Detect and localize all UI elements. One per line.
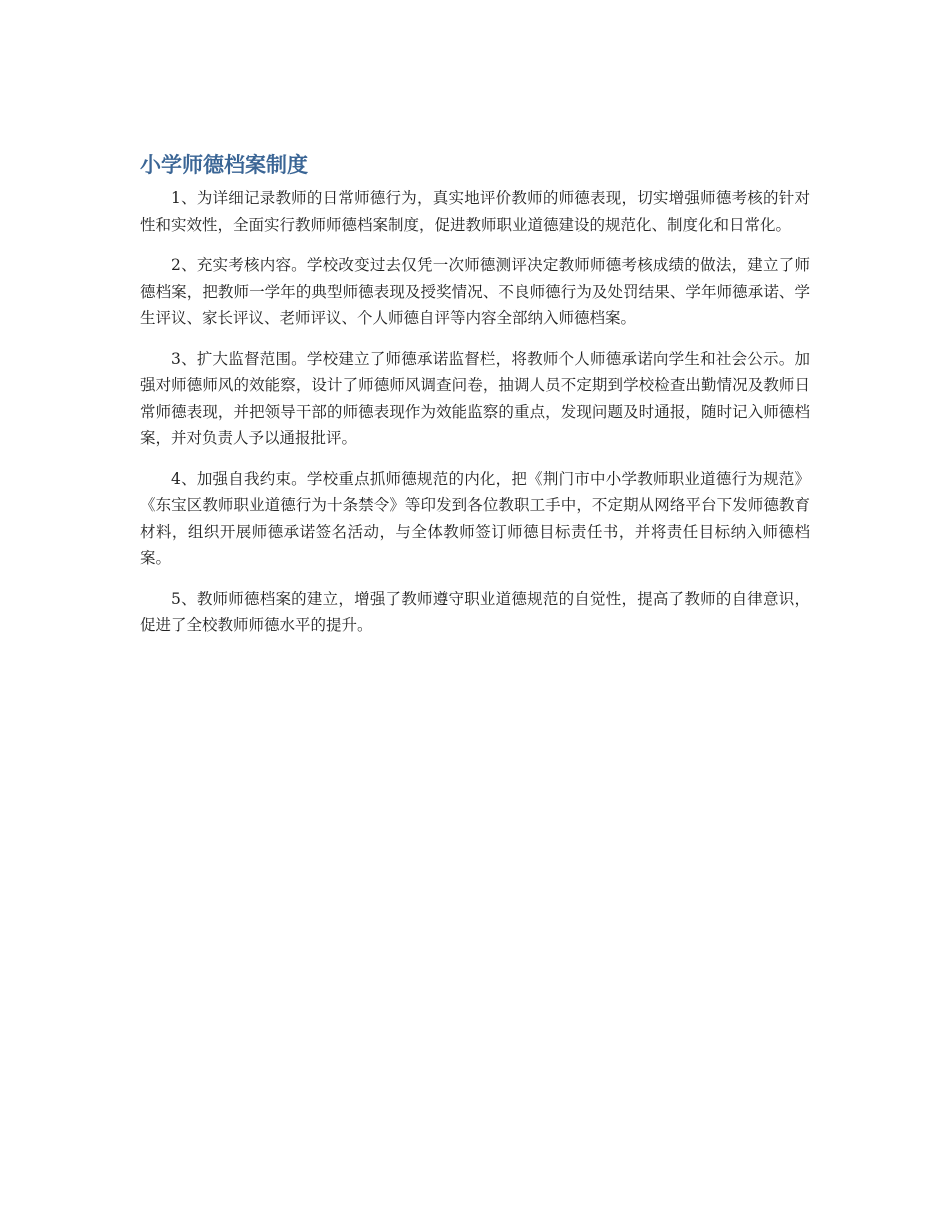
paragraph-1: 1、为详细记录教师的日常师德行为，真实地评价教师的师德表现，切实增强师德考核的针对性和实效性，全面实行教师师德档案制度，促进教师职业道德建设的规范化、制度化和日常化。 bbox=[140, 189, 810, 234]
document-title: 小学师德档案制度 bbox=[140, 153, 308, 177]
paragraph-4: 4、加强自我约束。学校重点抓师德规范的内化，把《荆门市中小学教师职业道德行为规范》《东宝区教师职业道德行为十条禁令》等印发到各位教职工手中，不定期从网络平台下发师德教育材料，组织开展师德承诺签名活动，与全体教师签订师德目标责任书，并将责任目标纳入师德档案。 bbox=[140, 469, 810, 567]
document-body bbox=[140, 150, 810, 653]
paragraph-2: 2、充实考核内容。学校改变过去仅凭一次师德测评决定教师师德考核成绩的做法，建立了师德档案，把教师一学年的典型师德表现及授奖情况、不良师德行为及处罚结果、学年师德承诺、学生评议、家长评议、老师评议、个人师德自评等内容全部纳入师德档案。 bbox=[140, 256, 810, 327]
paragraph-3: 3、扩大监督范围。学校建立了师德承诺监督栏，将教师个人师德承诺向学生和社会公示。加强对师德师风的效能察，设计了师德师风调查问卷，抽调人员不定期到学校检查出勤情况及教师日常师德表现，并把领导干部的师德表现作为效能监察的重点，发现问题及时通报，随时记入师德档案，并对负责人予以通报批评。 bbox=[140, 349, 810, 447]
paragraph-5: 5、教师师德档案的建立，增强了教师遵守职业道德规范的自觉性，提高了教师的自律意识，促进了全校教师师德水平的提升。 bbox=[140, 589, 810, 634]
